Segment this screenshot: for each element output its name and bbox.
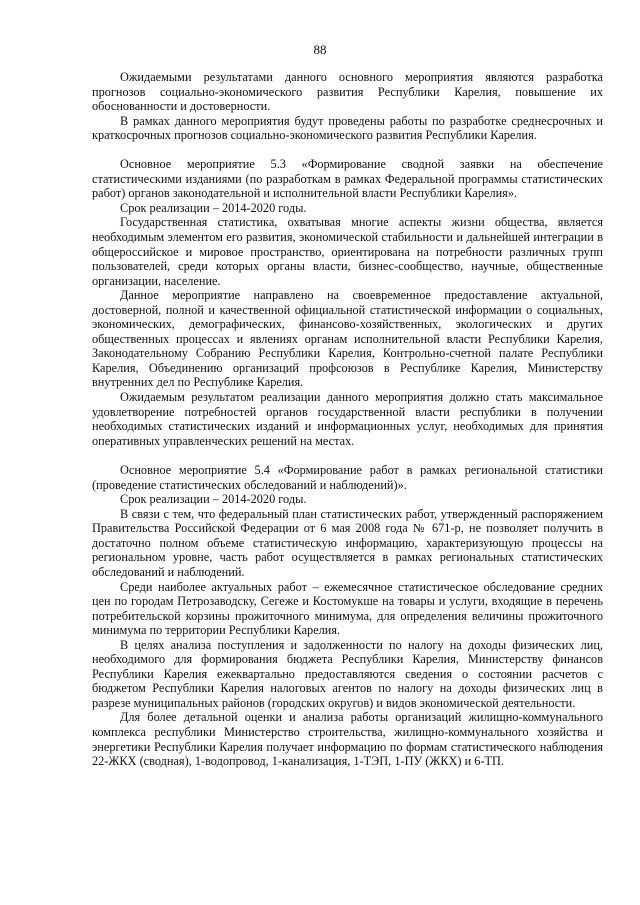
paragraph: Данное мероприятие направлено на своевременное предоставление актуальной, достоверной, полной и качественной официальной статистической информации о социальных, экономических, демографических, финансово-хозяйственных, экологических и других общественных процессах и явлениях органам исполнительной власти Республики Карелия, Законодательному Собранию Республики Карелия, Контрольно-счетной палате Республики Карелия, Объединению организаций профсоюзов в Республике Карелия, Министерству внутренних дел по Республике Карелия.: [92, 288, 603, 390]
paragraph: Срок реализации – 2014-2020 годы.: [120, 492, 307, 507]
paragraph: Государственная статистика, охватывая многие аспекты жизни общества, является необходимым элементом его развития, экономической стабильности и дальнейшей интеграции в общероссийское и мировое пространство, ориентирована на потребности различных групп пользователей, среди которых органы власти, бизнес-сообщество, научные, общественные организации, население.: [92, 215, 603, 288]
paragraph: В рамках данного мероприятия будут проведены работы по разработке среднесрочных и краткосрочных прогнозов социально-экономического развития Республики Карелия.: [92, 113, 603, 143]
paragraph-heading: Основное мероприятие 5.4 «Формирование работ в рамках региональной статистики (проведение статистических обследований и наблюдений)».: [92, 463, 603, 492]
paragraph: Для более детальной оценки и анализа работы организаций жилищно-коммунального комплекса республики Министерство строительства, жилищно-коммунального хозяйства и энергетики Республики Карелия получает информацию по формам статистического наблюдения 22-ЖКХ (сводная), 1-водопровод, 1-канализация, 1-ТЭП, 1-ПУ (ЖКХ) и 6-ТП.: [92, 710, 603, 769]
paragraph-heading: Основное мероприятие 5.3 «Формирование сводной заявки на обеспечение статистическими изданиями (по разработкам в рамках Федеральной программы статистических работ) органов законодательной и исполнительной власти Республики Карелия».: [92, 157, 603, 201]
document-body: [92, 70, 603, 769]
page-number: 88: [313, 42, 327, 57]
paragraph: Срок реализации – 2014-2020 годы.: [120, 200, 307, 215]
paragraph: Ожидаемыми результатами данного основного мероприятия являются разработка прогнозов социально-экономического развития Республики Карелия, повышение их обоснованности и достоверности.: [92, 70, 603, 114]
paragraph: Ожидаемым результатом реализации данного мероприятия должно стать максимальное удовлетворение потребностей органов государственной власти республики в получении необходимых статистических изданий и информационных услуг, необходимых для принятия оперативных управленческих решений на местах.: [92, 389, 603, 448]
paragraph: Среди наиболее актуальных работ – ежемесячное статистическое обследование средних цен по городам Петрозаводску, Сегеже и Костомукше на товары и услуги, входящие в перечень потребительской корзины прожиточного минимума, для определения величины прожиточного минимума по территории Республики Карелия.: [92, 579, 603, 638]
paragraph: В связи с тем, что федеральный план статистических работ, утвержденный распоряжением Правительства Российской Федерации от 6 мая 2008 года № 671-р, не позволяет получить в достаточно полном объеме статистическую информацию, характеризующую процессы на региональном уровне, часть работ осуществляется в рамках региональных статистических обследований и наблюдений.: [92, 506, 603, 579]
paragraph: В целях анализа поступления и задолженности по налогу на доходы физических лиц, необходимого для формирования бюджета Республики Карелия, Министерству финансов Республики Карелия ежеквартально предоставляются сведения о состоянии расчетов с бюджетом Республики Карелия налоговых агентов по налогу на доходы физических лиц в разрезе муниципальных районов (городских округов) и видов экономической деятельности.: [92, 637, 603, 710]
